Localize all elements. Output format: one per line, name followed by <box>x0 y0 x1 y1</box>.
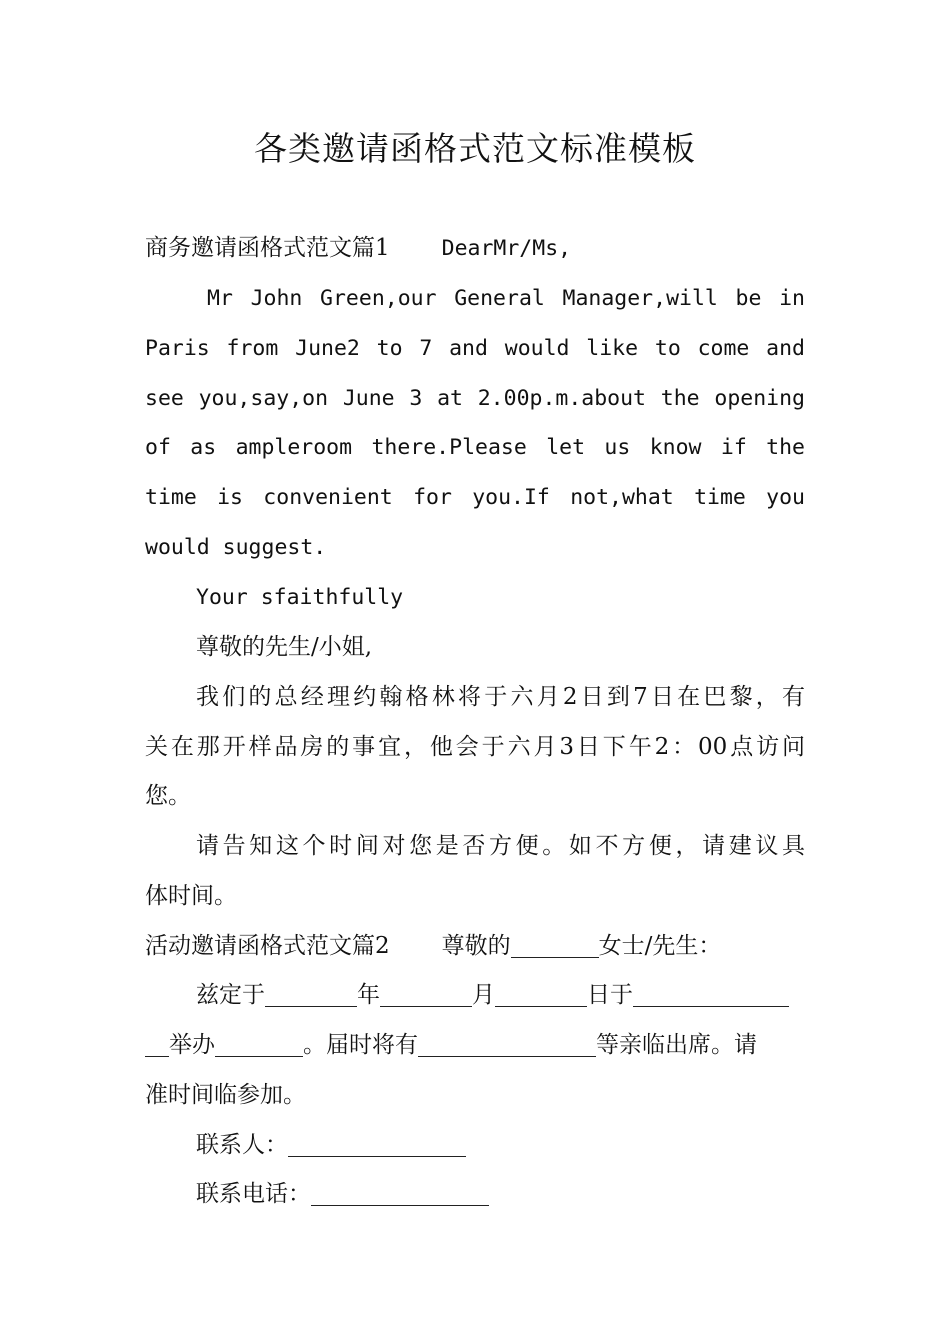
venue-blank-cont <box>145 1020 169 1057</box>
section1-heading: 商务邀请函格式范文篇1 <box>145 235 390 261</box>
document-title: 各类邀请函格式范文标准模板 <box>254 129 696 168</box>
guests-blank <box>418 1020 596 1057</box>
contact-person-blank <box>288 1120 466 1157</box>
text-month: 月 <box>472 982 495 1008</box>
body-zh-line: 您。 <box>145 783 191 809</box>
section2-heading-line <box>145 921 805 971</box>
body-en-line: Mr John Green,our General Manager,will be in <box>207 286 805 311</box>
salutation-en: DearMr/Ms, <box>441 236 572 261</box>
event-blank <box>215 1020 303 1057</box>
text-will-have: 。届时将有 <box>303 1032 418 1058</box>
closing-en: Your sfaithfully <box>196 585 404 610</box>
body-en-line: see you,say,on June 3 at 2.00p.m.about the opening <box>145 386 805 411</box>
invite-body-line2 <box>145 1020 805 1070</box>
contact-phone-blank <box>311 1169 489 1206</box>
invite-body-line1 <box>196 970 805 1020</box>
contact-phone-line <box>196 1169 805 1219</box>
salutation-zh: 尊敬的先生/小姐, <box>196 634 373 660</box>
day-blank <box>495 970 587 1007</box>
year-blank <box>265 970 357 1007</box>
text-attend: 等亲临出席。请 <box>596 1032 757 1058</box>
venue-blank <box>633 970 789 1007</box>
section2-salutation-before: 尊敬的 <box>441 933 511 959</box>
body-en-line: would suggest. <box>145 535 327 560</box>
month-blank <box>380 970 472 1007</box>
name-blank <box>511 921 599 958</box>
request-zh-line: 请告知这个时间对您是否方便。如不方便，请建议具 <box>196 833 805 859</box>
text-day-at: 日于 <box>587 982 633 1008</box>
body-zh-line: 关在那开样品房的事宜，他会于六月3日下午2：00点访问 <box>145 734 805 760</box>
section2-heading: 活动邀请函格式范文篇2 <box>145 933 390 959</box>
contact-person-label: 联系人： <box>196 1132 288 1158</box>
contact-person-line <box>196 1120 805 1170</box>
text-year: 年 <box>357 982 380 1008</box>
text-hold: 举办 <box>169 1032 215 1058</box>
body-en-line: time is convenient for you.If not,what time you <box>145 485 805 510</box>
section1-heading-line <box>145 223 805 273</box>
request-zh-line: 体时间。 <box>145 883 237 909</box>
invite-body-line3: 准时间临参加。 <box>145 1082 306 1108</box>
body-zh-line: 我们的总经理约翰格林将于六月2日到7日在巴黎，有 <box>196 684 805 710</box>
body-en-line: Paris from June2 to 7 and would like to come and <box>145 336 805 361</box>
text-zhi-ding-yu: 兹定于 <box>196 982 265 1008</box>
contact-phone-label: 联系电话： <box>196 1181 311 1207</box>
body-en-line: of as ampleroom there.Please let us know if the <box>145 435 805 460</box>
section2-salutation-after: 女士/先生： <box>598 933 722 959</box>
